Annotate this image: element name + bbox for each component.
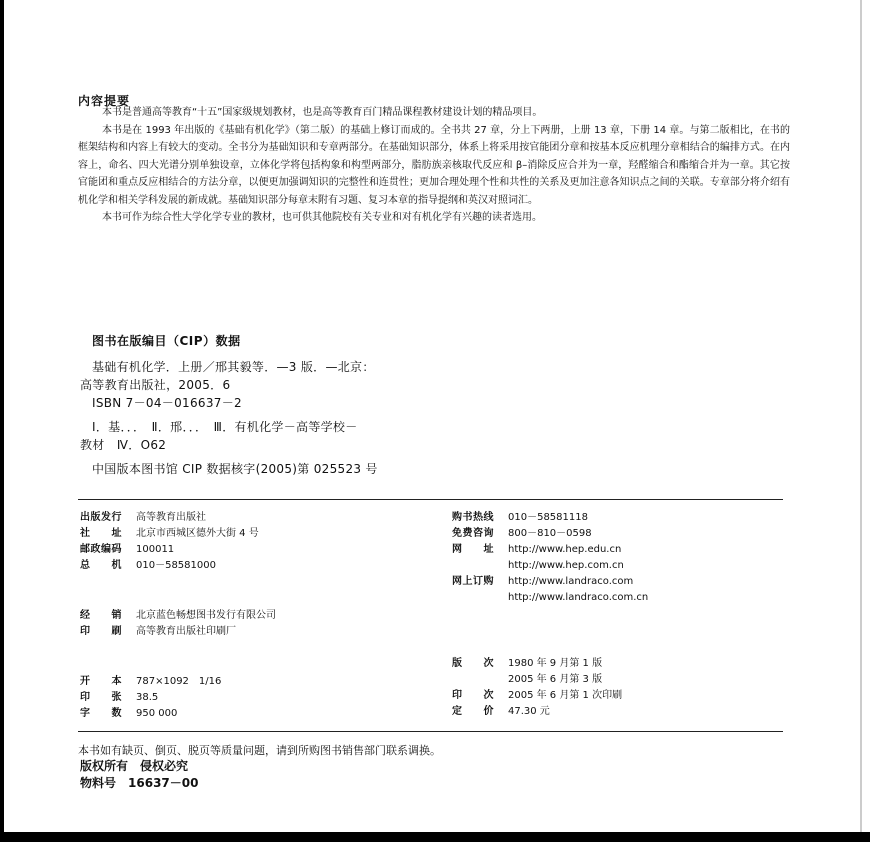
website-link: http://www.hep.edu.cn — [508, 544, 622, 555]
cip-line-publisher: 高等教育出版社，2005．6 — [80, 378, 231, 392]
cip-line-isbn: ISBN 7－04－016637－2 — [92, 396, 242, 410]
imprint-value: 787×1092 1/16 — [136, 676, 222, 687]
summary-heading: 内容提要 — [78, 94, 131, 108]
imprint-key: 印 次 — [452, 690, 494, 701]
imprint-row — [452, 590, 648, 606]
imprint-value: 100011 — [136, 544, 175, 555]
imprint-key: 版 次 — [452, 658, 494, 669]
imprint-key: 购书热线 — [452, 512, 494, 523]
imprint-value: 1980 年 9 月第 1 版 — [508, 658, 603, 669]
imprint-row — [452, 656, 602, 672]
summary-paragraph: 本书是在 1993 年出版的《基础有机化学》（第二版）的基础上修订而成的。全书共 27 章，分上下两册，上册 13 章，下册 14 章。与第二版相比，在书的框架结构和内容上有较大的变动。全书分为基础知识和专章两部分。在基础知识部分，体系上将采用按官能团分章和按基本反应机理分章相结合的编排方式。在内容上，命名、四大光谱分别单独设章，立体化学将包括构象和构型两部分，脂肪族亲核取代反应和 β–消除反应合并为一章，羟醛缩合和酯缩合并为一章。其它按官能团和重点反应相结合的方法分章，以便更加强调知识的完整性和连贯性；更加合理处理个性和共性的关系及更加注意各知识点之间的关联。专章部分将介绍有机化学和相关学科发展的新成就。基础知识部分每章末附有习题、复习本章的指导提纲和英汉对照词汇。 — [78, 124, 790, 206]
imprint-value: 高等教育出版社印刷厂 — [136, 626, 236, 637]
imprint-row — [452, 704, 550, 720]
imprint-key: 总 机 — [80, 560, 122, 571]
summary-body — [78, 104, 790, 227]
scan-border-left — [0, 0, 4, 842]
imprint-row — [452, 558, 624, 574]
imprint-key: 免费咨询 — [452, 528, 494, 539]
imprint-key: 邮政编码 — [80, 544, 122, 555]
summary-paragraph: 本书是普通高等教育“十五”国家级规划教材，也是高等教育百门精品课程教材建设计划的精品项目。 — [102, 107, 543, 118]
imprint-row — [80, 690, 158, 706]
material-label: 物料号 — [80, 776, 117, 790]
imprint-row — [452, 672, 602, 688]
cip-line-record-number: 中国版本图书馆 CIP 数据核字(2005)第 025523 号 — [92, 462, 378, 476]
imprint-key: 出版发行 — [80, 512, 122, 523]
cip-line-classification: Ⅰ．基．．． Ⅱ．邢．．． Ⅲ．有机化学－高等学校－ — [92, 420, 358, 434]
website-link: http://www.hep.com.cn — [508, 560, 624, 571]
imprint-value: 高等教育出版社 — [136, 512, 206, 523]
imprint-value: 北京蓝色畅想图书发行有限公司 — [136, 610, 276, 621]
imprint-row — [452, 510, 588, 526]
imprint-value: 010－58581118 — [508, 512, 588, 523]
divider-bottom — [78, 731, 783, 732]
imprint-row — [80, 706, 177, 722]
imprint-value: 950 000 — [136, 708, 178, 719]
imprint-row — [80, 558, 216, 574]
website-link: http://www.landraco.com.cn — [508, 592, 649, 603]
cip-heading: 图书在版编目（CIP）数据 — [92, 334, 241, 348]
imprint-row — [80, 624, 236, 640]
imprint-row — [80, 542, 174, 558]
imprint-row — [452, 526, 592, 542]
imprint-row — [452, 542, 621, 558]
imprint-value: 北京市西城区德外大街 4 号 — [136, 528, 259, 539]
imprint-row — [80, 510, 206, 526]
quality-note: 本书如有缺页、倒页、脱页等质量问题，请到所购图书销售部门联系调换。 — [78, 744, 441, 757]
imprint-row — [80, 608, 276, 624]
rights-statement: 版权所有 侵权必究 — [80, 759, 189, 773]
imprint-key: 印 张 — [80, 692, 122, 703]
material-number-row — [80, 774, 210, 791]
imprint-value: 2005 年 6 月第 3 版 — [508, 674, 603, 685]
imprint-key: 经 销 — [80, 610, 122, 621]
imprint-key: 社 址 — [80, 528, 122, 539]
cip-line-classification-cont: 教材 Ⅳ．O62 — [80, 438, 167, 452]
divider-top — [78, 499, 783, 500]
imprint-key: 开 本 — [80, 676, 122, 687]
imprint-row — [452, 688, 622, 704]
scan-border-bottom — [0, 832, 870, 842]
scan-border-right — [860, 0, 862, 842]
cip-line-title: 基础有机化学．上册／邢其毅等．—3 版．—北京： — [92, 360, 375, 374]
imprint-key: 网 址 — [452, 544, 494, 555]
imprint-row — [80, 526, 259, 542]
imprint-key: 印 刷 — [80, 626, 122, 637]
imprint-value: 38.5 — [136, 692, 159, 703]
imprint-key: 定 价 — [452, 706, 494, 717]
website-link: http://www.landraco.com — [508, 576, 634, 587]
imprint-value: 800－810－0598 — [508, 528, 592, 539]
summary-paragraph: 本书可作为综合性大学化学专业的教材，也可供其他院校有关专业和对有机化学有兴趣的读者选用。 — [102, 212, 542, 223]
imprint-row — [452, 574, 633, 590]
material-number: 16637－00 — [128, 776, 199, 790]
price-value: 47.30 元 — [508, 706, 550, 717]
imprint-key: 网上订购 — [452, 576, 494, 587]
imprint-key: 字 数 — [80, 708, 122, 719]
imprint-row — [80, 674, 221, 690]
imprint-value: 010－58581000 — [136, 560, 216, 571]
imprint-value: 2005 年 6 月第 1 次印刷 — [508, 690, 623, 701]
